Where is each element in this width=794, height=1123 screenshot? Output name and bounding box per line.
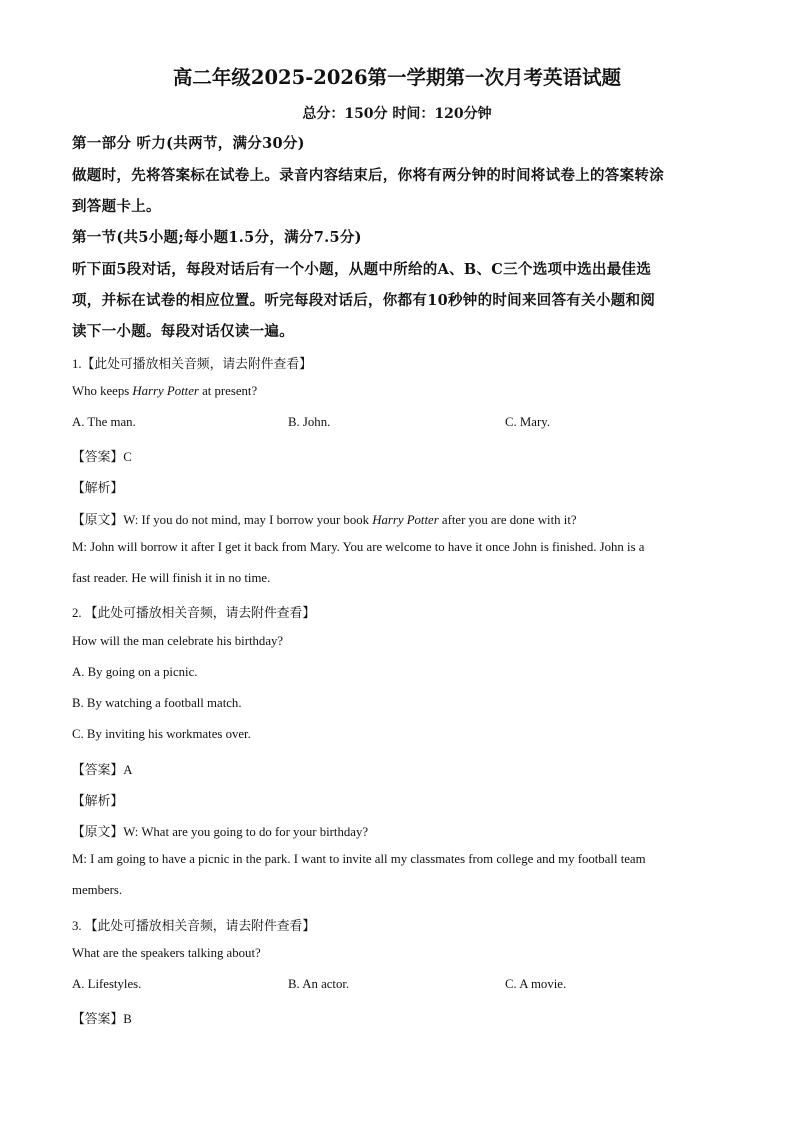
score-time-line: 总分：150分 时间：120分钟 xyxy=(302,106,492,122)
q2-transcript-line-2: M: I am going to have a picnic in the park. I want to invite all my classmates from college and my football team xyxy=(72,852,646,866)
q3-option-a: A. Lifestyles. xyxy=(72,977,142,991)
q2-option-c: C. By inviting his workmates over. xyxy=(72,727,251,741)
part1-instructions-line-2: 到答题卡上。 xyxy=(72,198,161,215)
q1-answer: 【答案】C xyxy=(72,450,132,464)
q1-book-title: Harry Potter xyxy=(132,384,199,398)
exam-title: 高二年级2025-2026第一学期第一次月考英语试题 xyxy=(172,66,622,89)
q1-transcript-line-1 xyxy=(72,509,722,528)
q3-label: 3. 【此处可播放相关音频，请去附件查看】 xyxy=(72,919,316,933)
part1-heading: 第一部分 听力(共两节，满分30分) xyxy=(72,135,305,152)
q3-answer: 【答案】B xyxy=(72,1012,132,1026)
q3-option-c: C. A movie. xyxy=(505,977,567,991)
q1-transcript-end: after you are done with it? xyxy=(438,513,577,527)
q1-question-text: Who keeps xyxy=(72,384,133,398)
q2-analysis: 【解析】 xyxy=(72,794,124,808)
q2-question: How will the man celebrate his birthday? xyxy=(72,634,284,648)
section1-instructions-line-1: 听下面5段对话，每段对话后有一个小题，从题中所给的A、B、C三个选项中选出最佳选 xyxy=(72,261,652,278)
q1-transcript-text: 【原文】W: If you do not mind, may I borrow your book xyxy=(72,513,373,527)
q1-transcript-line-3: fast reader. He will finish it in no time. xyxy=(72,571,271,585)
q1-option-b: B. John. xyxy=(288,415,331,429)
q2-option-b: B. By watching a football match. xyxy=(72,696,242,710)
section1-instructions-line-3: 读下一小题。每段对话仅读一遍。 xyxy=(72,323,294,340)
q2-transcript-line-3: members. xyxy=(72,883,123,897)
q1-question xyxy=(72,384,722,399)
part1-instructions-line-1: 做题时，先将答案标在试卷上。录音内容结束后，你将有两分钟的时间将试卷上的答案转涂 xyxy=(72,167,664,184)
q2-option-a: A. By going on a picnic. xyxy=(72,665,198,679)
q2-label: 2. 【此处可播放相关音频，请去附件查看】 xyxy=(72,606,316,620)
section1-instructions-line-2: 项，并标在试卷的相应位置。听完每段对话后，你都有10秒钟的时间来回答有关小题和阅 xyxy=(72,292,656,309)
q3-question: What are the speakers talking about? xyxy=(72,946,261,960)
q3-option-b: B. An actor. xyxy=(288,977,350,991)
q2-answer: 【答案】A xyxy=(72,763,133,777)
q1-option-c: C. Mary. xyxy=(505,415,551,429)
q1-analysis: 【解析】 xyxy=(72,481,124,495)
q1-transcript-line-2: M: John will borrow it after I get it back from Mary. You are welcome to have it once John is finished. John is a xyxy=(72,540,645,554)
q1-transcript-book-title: Harry Potter xyxy=(372,513,439,527)
q1-question-end: at present? xyxy=(198,384,258,398)
q1-label: 1.【此处可播放相关音频，请去附件查看】 xyxy=(72,357,312,371)
q1-option-a: A. The man. xyxy=(72,415,136,429)
section1-heading: 第一节(共5小题;每小题1.5分，满分7.5分) xyxy=(72,229,362,246)
q2-transcript-line-1: 【原文】W: What are you going to do for your birthday? xyxy=(72,825,369,839)
